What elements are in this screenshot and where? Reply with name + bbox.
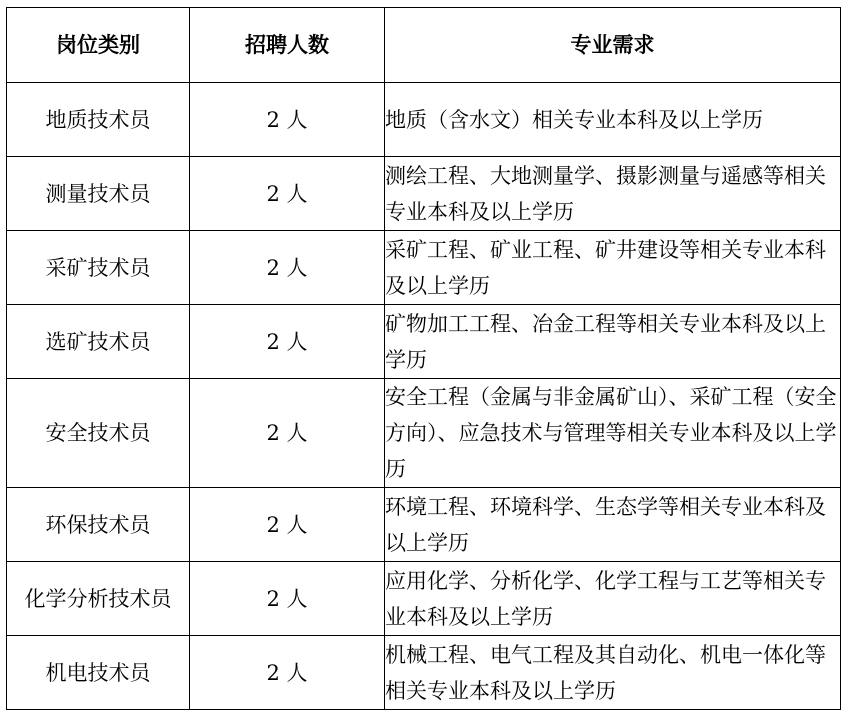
major-requirement: 测绘工程、大地测量学、摄影测量与遥感等相关专业本科及以上学历 [385,157,841,231]
header-requirement: 专业需求 [385,8,841,83]
header-count: 招聘人数 [190,8,385,83]
major-requirement: 应用化学、分析化学、化学工程与工艺等相关专业本科及以上学历 [385,562,841,636]
major-requirement: 矿物加工工程、冶金工程等相关专业本科及以上学历 [385,305,841,379]
major-requirement: 机械工程、电气工程及其自动化、机电一体化等相关专业本科及以上学历 [385,636,841,710]
position-category: 化学分析技术员 [7,562,190,636]
header-category: 岗位类别 [7,8,190,83]
hiring-count: 2 人 [190,83,385,157]
cropped-heading-fragment [0,0,852,6]
hiring-count: 2 人 [190,379,385,488]
position-category: 地质技术员 [7,83,190,157]
table-header-row [7,8,841,83]
table-row [7,305,841,379]
table-row [7,231,841,305]
position-category: 测量技术员 [7,157,190,231]
table-row [7,83,841,157]
table-row [7,488,841,562]
position-category: 环保技术员 [7,488,190,562]
hiring-count: 2 人 [190,562,385,636]
major-requirement: 安全工程（金属与非金属矿山）、采矿工程（安全方向）、应急技术与管理等相关专业本科及以上学历 [385,379,841,488]
table-row [7,562,841,636]
position-category: 安全技术员 [7,379,190,488]
major-requirement: 环境工程、环境科学、生态学等相关专业本科及以上学历 [385,488,841,562]
table-row [7,379,841,488]
major-requirement: 采矿工程、矿业工程、矿井建设等相关专业本科及以上学历 [385,231,841,305]
position-category: 机电技术员 [7,636,190,710]
hiring-count: 2 人 [190,231,385,305]
position-category: 选矿技术员 [7,305,190,379]
hiring-count: 2 人 [190,157,385,231]
table-row [7,636,841,710]
hiring-count: 2 人 [190,636,385,710]
major-requirement: 地质（含水文）相关专业本科及以上学历 [385,83,841,157]
recruitment-table [6,7,841,710]
hiring-count: 2 人 [190,305,385,379]
position-category: 采矿技术员 [7,231,190,305]
table-row [7,157,841,231]
hiring-count: 2 人 [190,488,385,562]
